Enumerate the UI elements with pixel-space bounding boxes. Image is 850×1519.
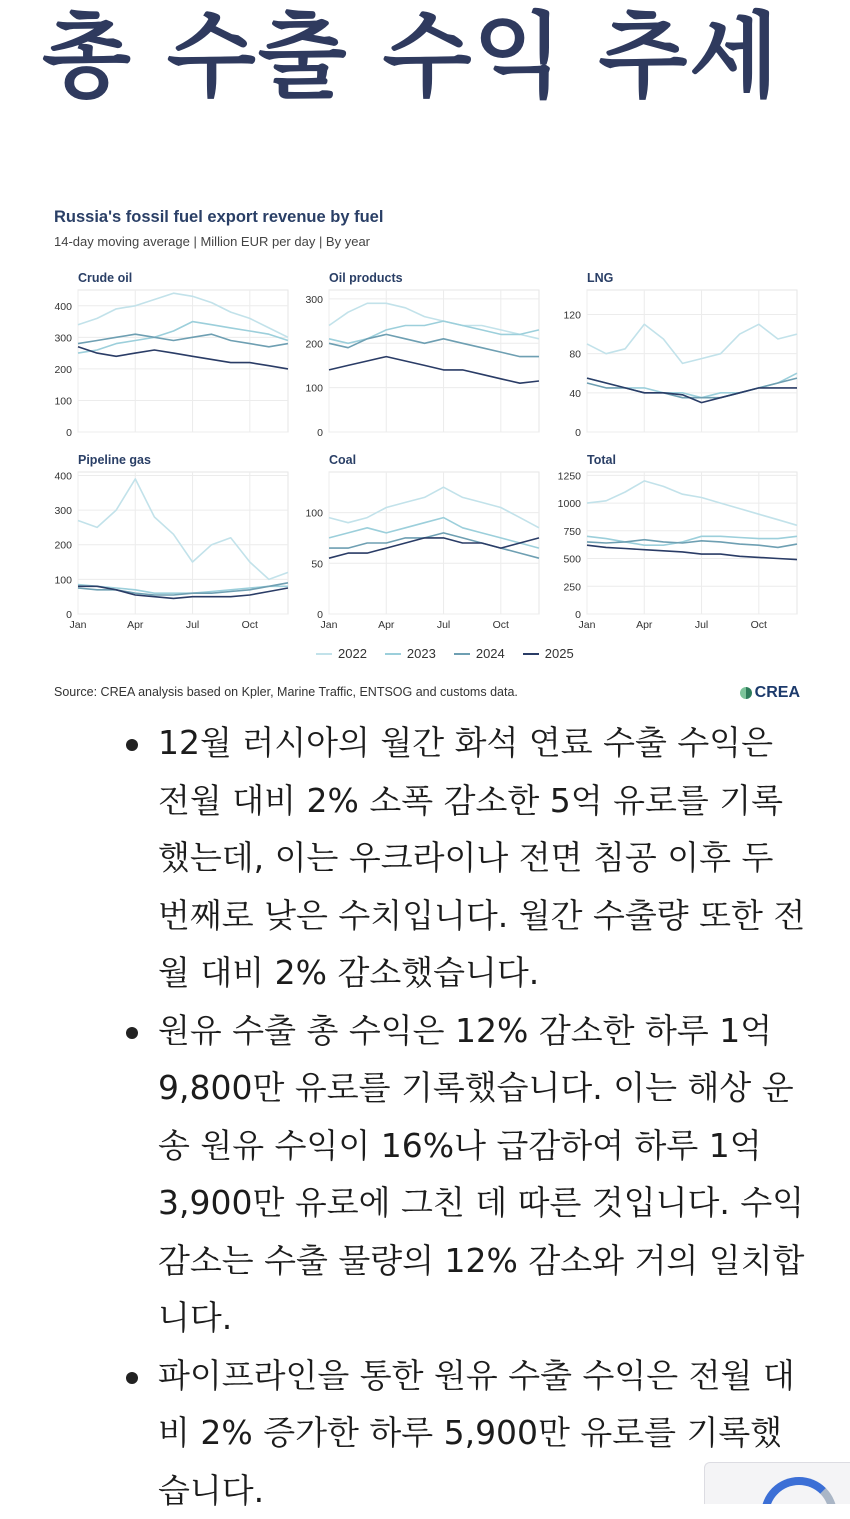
legend-swatch-2023 <box>385 653 401 655</box>
x-tick-label-coal: Jul <box>437 619 450 631</box>
y-tick-label-total: 1000 <box>558 498 582 510</box>
series-line-2025-crude-oil <box>78 347 288 369</box>
y-tick-label-lng: 0 <box>575 427 581 439</box>
y-tick-label-crude-oil: 200 <box>54 364 72 376</box>
y-tick-label-crude-oil: 300 <box>54 332 72 344</box>
x-tick-label-total: Jan <box>579 619 596 631</box>
y-tick-label-oil-products: 0 <box>317 427 323 439</box>
panel-frame-coal <box>329 472 539 614</box>
y-tick-label-oil-products: 300 <box>305 294 323 306</box>
y-tick-label-pipeline-gas: 200 <box>54 540 72 552</box>
y-tick-label-coal: 50 <box>311 558 323 570</box>
floating-action-badge[interactable] <box>704 1462 850 1504</box>
legend-item-2023 <box>385 646 436 661</box>
crea-logo-icon <box>740 687 752 699</box>
y-tick-label-lng: 40 <box>569 388 581 400</box>
x-tick-label-pipeline-gas: Jul <box>186 619 199 631</box>
x-tick-label-pipeline-gas: Apr <box>127 619 144 631</box>
panel-frame-crude-oil <box>78 290 288 432</box>
x-tick-label-pipeline-gas: Jan <box>70 619 87 631</box>
panel-title-crude-oil: Crude oil <box>78 271 132 285</box>
panel-title-total: Total <box>587 453 616 467</box>
y-tick-label-total: 0 <box>575 609 581 621</box>
series-line-2025-oil-products <box>329 357 539 384</box>
series-line-2022-coal <box>329 487 539 528</box>
x-tick-label-total: Apr <box>636 619 653 631</box>
x-tick-label-coal: Oct <box>493 619 509 631</box>
panel-frame-oil-products <box>329 290 539 432</box>
y-tick-label-lng: 120 <box>563 309 581 321</box>
crea-logo-text: CREA <box>755 684 800 702</box>
legend-item-2024 <box>454 646 505 661</box>
series-line-2022-lng <box>587 324 797 363</box>
legend-label-2022: 2022 <box>338 646 367 661</box>
y-tick-label-total: 1250 <box>558 470 582 482</box>
figure-subtitle: 14-day moving average | Million EUR per day | By year <box>54 234 370 249</box>
legend-label-2023: 2023 <box>407 646 436 661</box>
y-tick-label-pipeline-gas: 400 <box>54 470 72 482</box>
legend-swatch-2022 <box>316 653 332 655</box>
y-tick-label-oil-products: 200 <box>305 338 323 350</box>
y-tick-label-total: 500 <box>563 554 581 566</box>
series-line-2025-total <box>587 545 797 559</box>
legend-swatch-2024 <box>454 653 470 655</box>
series-line-2022-crude-oil <box>78 293 288 337</box>
figure-title: Russia's fossil fuel export revenue by fuel <box>54 208 383 227</box>
panel-title-lng: LNG <box>587 271 613 285</box>
bullet-item: 12월 러시아의 월간 화석 연료 수출 수익은 전월 대비 2% 소폭 감소한 5억 유로를 기록했는데, 이는 우크라이나 전면 침공 이후 두 번째로 낮은 수치입니다. 월간 수출량 또한 전월 대비 2% 감소했습니다. <box>122 714 812 1002</box>
refresh-icon <box>761 1477 837 1504</box>
x-tick-label-total: Jul <box>695 619 708 631</box>
y-tick-label-total: 250 <box>563 581 581 593</box>
chart-legend <box>316 646 574 661</box>
series-line-2023-coal <box>329 518 539 549</box>
x-tick-label-pipeline-gas: Oct <box>242 619 258 631</box>
x-tick-label-coal: Apr <box>378 619 395 631</box>
y-tick-label-lng: 80 <box>569 349 581 361</box>
legend-item-2022 <box>316 646 367 661</box>
bullet-item: 원유 수출 총 수익은 12% 감소한 하루 1억 9,800만 유로를 기록했습니다. 이는 해상 운송 원유 수익이 16%나 급감하여 하루 1억 3,900만 유로에 그친 데 따른 것입니다. 수익 감소는 수출 물량의 12% 감소와 거의 일치합니다. <box>122 1002 812 1347</box>
x-tick-label-coal: Jan <box>321 619 338 631</box>
chart-figure <box>48 200 808 720</box>
y-tick-label-crude-oil: 0 <box>66 427 72 439</box>
series-line-2022-oil-products <box>329 303 539 339</box>
series-line-2022-pipeline-gas <box>78 479 288 580</box>
panel-title-coal: Coal <box>329 453 356 467</box>
panel-title-oil-products: Oil products <box>329 271 403 285</box>
y-tick-label-coal: 0 <box>317 609 323 621</box>
legend-swatch-2025 <box>523 653 539 655</box>
series-line-2025-coal <box>329 538 539 558</box>
page-title: 총 수출 수익 추세 <box>42 2 780 112</box>
series-line-2024-oil-products <box>329 334 539 356</box>
series-line-2025-lng <box>587 378 797 403</box>
y-tick-label-pipeline-gas: 100 <box>54 574 72 586</box>
y-tick-label-crude-oil: 100 <box>54 395 72 407</box>
y-tick-label-pipeline-gas: 300 <box>54 505 72 517</box>
panel-title-pipeline-gas: Pipeline gas <box>78 453 151 467</box>
legend-label-2025: 2025 <box>545 646 574 661</box>
y-tick-label-pipeline-gas: 0 <box>66 609 72 621</box>
y-tick-label-crude-oil: 400 <box>54 301 72 313</box>
series-line-2024-crude-oil <box>78 334 288 347</box>
crea-logo <box>740 684 800 702</box>
series-line-2023-total <box>587 536 797 545</box>
y-tick-label-oil-products: 100 <box>305 383 323 395</box>
legend-label-2024: 2024 <box>476 646 505 661</box>
legend-item-2025 <box>523 646 574 661</box>
x-tick-label-total: Oct <box>751 619 767 631</box>
y-tick-label-coal: 100 <box>305 508 323 520</box>
bullet-list <box>122 714 812 1519</box>
y-tick-label-total: 750 <box>563 526 581 538</box>
bullet-item: 파이프라인을 통한 원유 수출 수익은 전월 대비 2% 증가한 하루 5,900만 유로를 기록했습니다. <box>122 1347 812 1519</box>
source-note: Source: CREA analysis based on Kpler, Marine Traffic, ENTSOG and customs data. <box>54 685 518 699</box>
small-multiples-chart <box>48 200 808 640</box>
